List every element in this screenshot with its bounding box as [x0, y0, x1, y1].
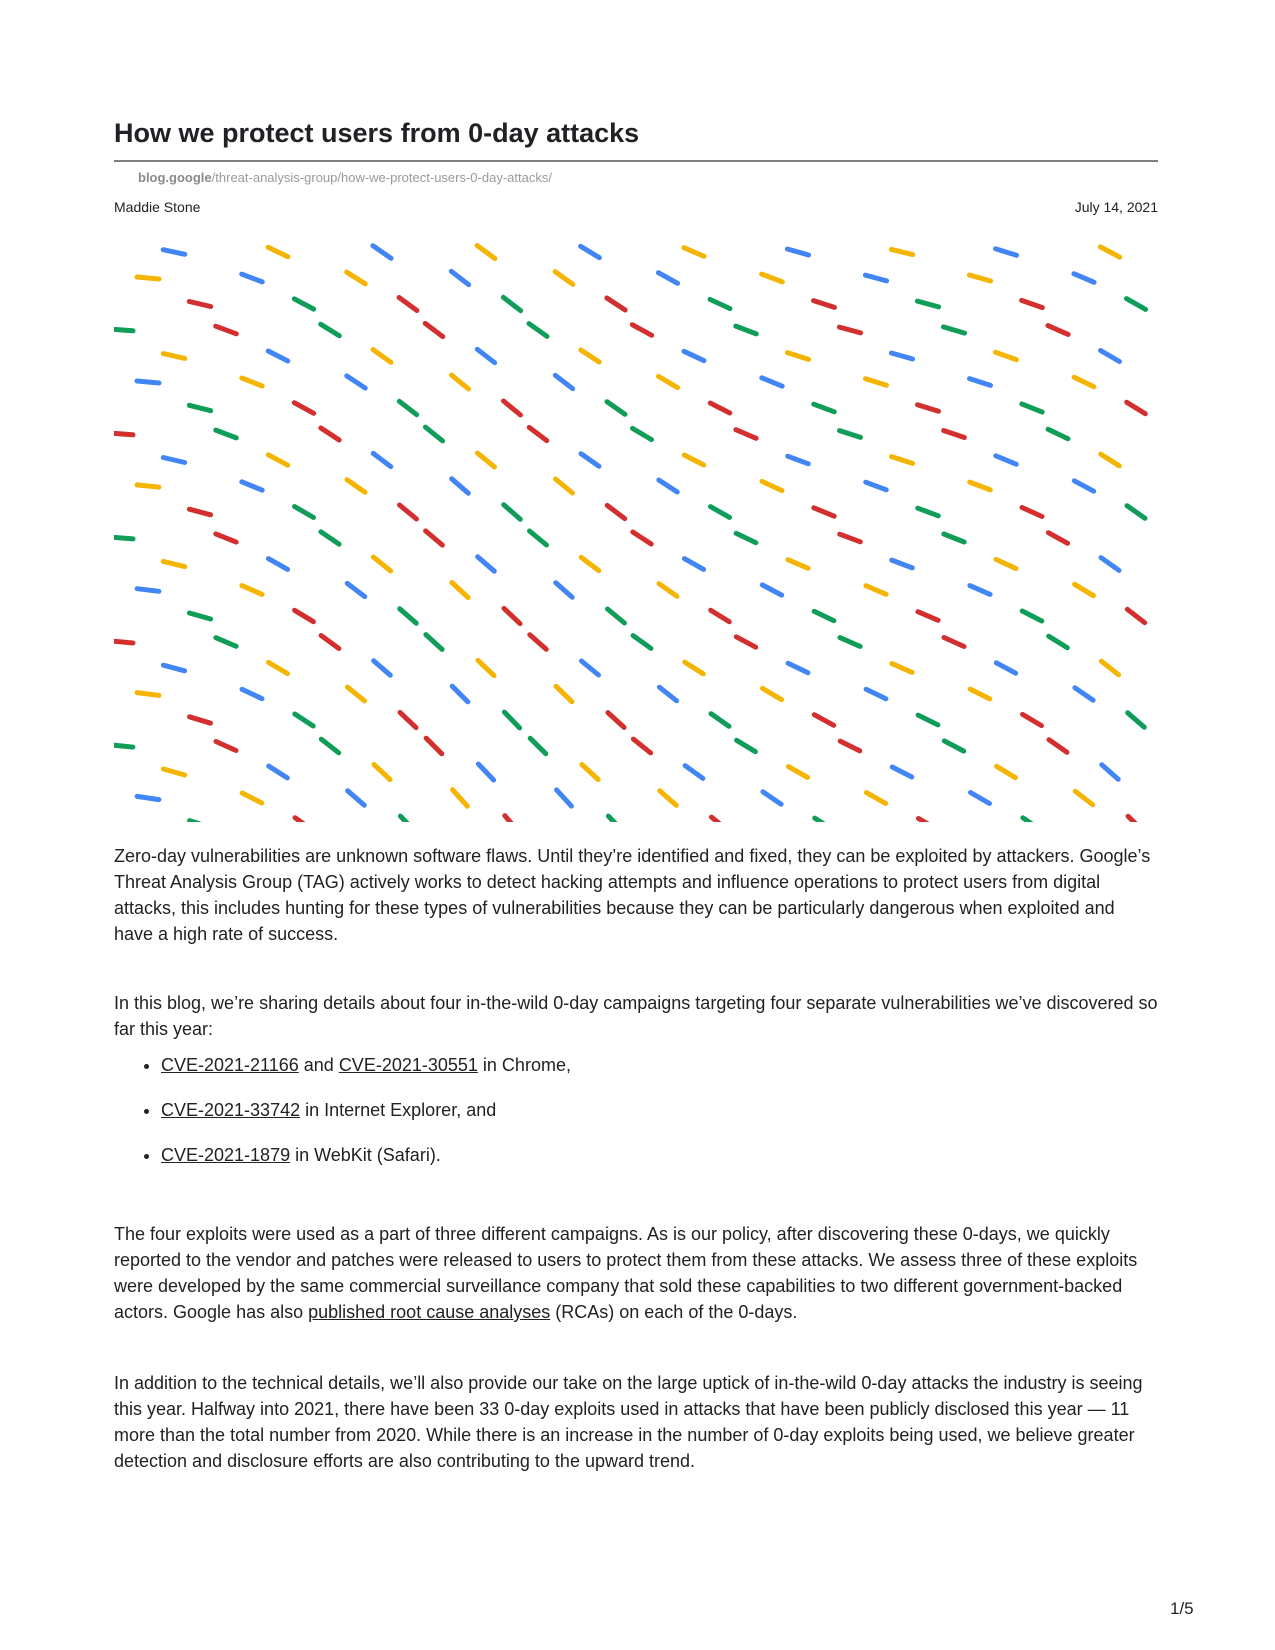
- paragraph-text: (RCAs) on each of the 0-days.: [550, 1302, 798, 1322]
- hero-dash: [451, 271, 468, 284]
- hero-dash: [295, 818, 313, 822]
- hero-dash: [399, 401, 416, 414]
- cve-2021-33742-link[interactable]: CVE-2021-33742: [161, 1100, 301, 1120]
- hero-dash: [917, 301, 938, 307]
- hero-dash: [711, 610, 730, 622]
- hero-dash: [892, 560, 913, 568]
- hero-dash: [582, 661, 599, 675]
- list-item-text: in Chrome,: [477, 1055, 571, 1075]
- list-item-text: in Internet Explorer, and: [300, 1100, 497, 1120]
- hero-dash: [762, 481, 782, 490]
- hero-dash: [321, 324, 340, 336]
- hero-dash: [268, 559, 287, 570]
- hero-dash: [660, 791, 676, 806]
- hero-dash: [1101, 558, 1119, 571]
- hero-dash: [684, 455, 704, 465]
- hero-dash: [918, 508, 939, 516]
- hero-dash: [970, 689, 990, 699]
- hero-dash: [425, 427, 442, 441]
- hero-dash: [268, 351, 288, 361]
- hero-dash: [866, 689, 886, 699]
- hero-dash: [607, 505, 625, 518]
- hero-dash: [736, 326, 757, 334]
- hero-dash: [814, 404, 835, 412]
- hero-dash: [426, 635, 442, 650]
- hero-dash: [294, 299, 313, 309]
- list-item: [161, 1142, 571, 1168]
- hero-dash: [892, 767, 912, 777]
- hero-dash: [711, 817, 728, 822]
- hero-dash: [114, 433, 133, 435]
- hero-image: [114, 236, 1158, 822]
- hero-dash: [840, 534, 861, 542]
- list-item: [161, 1097, 571, 1123]
- hero-dash: [608, 713, 624, 728]
- hero-dash: [762, 585, 781, 595]
- hero-dash: [114, 641, 133, 643]
- hero-dash: [684, 351, 704, 360]
- hero-dash: [294, 403, 313, 414]
- hero-dash: [918, 715, 938, 725]
- hero-dash: [919, 819, 938, 823]
- hero-dash: [866, 379, 887, 386]
- hero-dash: [189, 509, 210, 515]
- hero-dash: [556, 583, 572, 598]
- hero-dash: [295, 507, 314, 518]
- hero-dash: [163, 250, 185, 255]
- trend-paragraph: In addition to the technical details, we’ll also provide our take on the large uptick of in-the-wild 0-day attacks the industry is seeing this year. Halfway into 2021, there have been 33 0-day exploits used in attacks that have been publicly disclosed this year — 11 more than the total number from 2020. While there is an increase in the number of 0-day exploits being used, we believe greater detection and disclosure efforts are also contributing to the upward trend.: [114, 1373, 1143, 1471]
- hero-dash: [216, 534, 236, 542]
- hero-dash: [555, 272, 573, 285]
- hero-dash: [659, 584, 677, 597]
- cve-2021-30551-link[interactable]: CVE-2021-30551: [338, 1055, 478, 1075]
- hero-dash: [711, 714, 729, 727]
- hero-dash: [452, 375, 469, 389]
- page-number: 1/5: [1170, 1599, 1194, 1618]
- hero-dash: [996, 249, 1017, 256]
- hero-dash: [944, 741, 963, 751]
- hero-dash: [478, 557, 495, 571]
- hero-dash: [137, 381, 159, 383]
- hero-dash: [814, 508, 834, 516]
- hero-dash: [189, 302, 210, 307]
- article-date: July 14, 2021: [1074, 199, 1158, 215]
- url-domain: blog.google: [138, 170, 212, 185]
- hero-dash: [943, 327, 964, 333]
- hero-dash: [1101, 661, 1118, 675]
- hero-dash: [685, 766, 703, 779]
- hero-dash: [814, 611, 834, 620]
- hero-dash: [891, 249, 912, 254]
- hero-dash: [607, 298, 625, 310]
- hero-dash: [242, 274, 263, 282]
- hero-dash: [503, 297, 520, 310]
- hero-dash: [787, 249, 808, 255]
- hero-dash: [242, 793, 262, 803]
- hero-dash: [269, 662, 288, 673]
- hero-dash: [892, 457, 913, 464]
- hero-dash: [763, 688, 782, 699]
- hero-dash: [736, 430, 756, 439]
- hero-dash: [242, 586, 262, 595]
- hero-dash: [452, 583, 468, 598]
- hero-dash: [1074, 274, 1094, 283]
- hero-dash: [1048, 429, 1068, 439]
- hero-dash: [190, 821, 211, 822]
- hero-dash: [970, 482, 991, 490]
- hero-dash: [478, 764, 493, 780]
- hero-dash: [814, 715, 833, 726]
- hero-dash: [137, 589, 159, 592]
- hero-dash: [736, 533, 756, 542]
- hero-dash: [866, 482, 887, 490]
- hero-dash: [556, 686, 572, 701]
- hero-dash: [815, 818, 834, 822]
- hero-dash: [1074, 377, 1094, 387]
- hero-dash: [425, 323, 443, 336]
- hero-dash: [478, 660, 494, 675]
- hero-dash: [865, 275, 886, 281]
- hero-dash: [788, 767, 807, 778]
- hero-dash: [607, 402, 625, 415]
- hero-dash: [374, 661, 391, 675]
- hero-dash: [504, 608, 520, 623]
- hero-dash: [216, 430, 237, 438]
- hero-dash: [944, 638, 964, 647]
- hero-dash: [1101, 351, 1120, 362]
- hero-dash: [1048, 326, 1068, 335]
- hero-dash: [659, 480, 677, 492]
- hero-dash: [347, 480, 365, 493]
- hero-dash: [477, 349, 494, 362]
- hero-dash: [530, 635, 546, 650]
- hero-dash: [581, 557, 599, 570]
- hero-dash: [1022, 508, 1042, 517]
- hero-dash: [400, 712, 416, 727]
- hero-dash: [373, 350, 391, 363]
- list-item-text: and: [298, 1055, 339, 1075]
- hero-dash: [426, 531, 443, 545]
- hero-dash: [1074, 481, 1093, 491]
- hero-dash: [684, 248, 704, 257]
- hero-dash: [216, 326, 237, 334]
- hero-dash: [632, 325, 651, 336]
- hero-dash: [216, 742, 236, 751]
- hero-dash: [347, 272, 366, 284]
- hero-dash: [137, 485, 159, 487]
- hero-dash: [1127, 609, 1144, 622]
- hero-dash: [1128, 816, 1144, 822]
- hero-dash: [452, 686, 468, 702]
- hero-dash: [321, 636, 339, 649]
- cve-2021-21166-link[interactable]: CVE-2021-21166: [161, 1055, 299, 1075]
- hero-dash: [189, 405, 210, 410]
- hero-dash: [839, 327, 860, 333]
- url-path: /threat-analysis-group/how-we-protect-users-0-day-attacks/: [211, 170, 552, 185]
- hero-dash: [659, 687, 676, 701]
- hero-dash: [944, 534, 964, 542]
- hero-dash: [504, 401, 521, 415]
- hero-dash: [685, 662, 704, 674]
- hero-dash: [788, 456, 809, 464]
- hero-dash: [1128, 713, 1145, 727]
- hero-dash: [163, 458, 184, 463]
- hero-dash: [1126, 299, 1145, 310]
- hero-dash: [762, 274, 783, 282]
- hero-dash: [814, 301, 835, 308]
- hero-dash: [137, 693, 159, 696]
- hero-dash: [1101, 454, 1120, 466]
- hero-dash: [581, 350, 599, 362]
- exploits-paragraph: [114, 1221, 1158, 1325]
- cve-2021-1879-link[interactable]: CVE-2021-1879: [161, 1145, 291, 1165]
- hero-dash: [918, 405, 939, 412]
- hero-dash-pattern: [114, 236, 1158, 822]
- hero-dash: [557, 790, 572, 806]
- hero-dash: [1102, 765, 1118, 780]
- hero-dash: [762, 378, 782, 386]
- hero-dash: [788, 663, 808, 673]
- hero-dash: [190, 717, 211, 723]
- hero-dash: [1048, 533, 1067, 544]
- hero-dash: [137, 796, 159, 799]
- hero-dash: [1049, 636, 1068, 648]
- hero-dash: [242, 378, 262, 386]
- hero-dash: [710, 403, 730, 413]
- hero-dash: [477, 246, 495, 259]
- hero-dash: [581, 454, 599, 467]
- hero-dash: [892, 664, 912, 673]
- hero-dash: [918, 612, 938, 621]
- hero-dash: [321, 739, 338, 753]
- hero-dash: [969, 275, 990, 281]
- hero-dash: [268, 247, 288, 257]
- hero-dash: [633, 532, 651, 544]
- hero-dash: [736, 637, 755, 647]
- hero-dash: [840, 741, 860, 751]
- hero-dash: [400, 609, 417, 623]
- hero-dash: [996, 352, 1017, 359]
- hero-dash: [269, 766, 288, 778]
- hero-dash: [530, 738, 546, 753]
- hero-dash: [970, 379, 991, 386]
- hero-dash: [996, 559, 1016, 568]
- hero-dash: [114, 329, 133, 331]
- hero-dash: [529, 427, 547, 440]
- hero-dash: [347, 687, 364, 701]
- hero-dash: [555, 375, 572, 388]
- hero-dash: [737, 740, 756, 751]
- list-item-text: in WebKit (Safari).: [290, 1145, 441, 1165]
- hero-dash: [295, 610, 314, 621]
- hero-dash: [866, 793, 885, 804]
- hero-dash: [788, 560, 808, 569]
- hero-dash: [137, 277, 159, 279]
- hero-dash: [163, 561, 184, 566]
- hero-dash: [426, 738, 442, 754]
- hero-dash: [710, 299, 730, 308]
- hero-dash: [581, 246, 600, 257]
- hero-dash: [321, 532, 339, 544]
- hero-dash: [114, 745, 133, 747]
- hero-dash: [658, 273, 677, 284]
- hero-dash: [1075, 584, 1094, 595]
- hero-dash: [504, 712, 519, 728]
- hero-dash: [710, 507, 729, 518]
- hero-dash: [970, 586, 990, 595]
- title-divider: [114, 160, 1158, 162]
- hero-dash: [1022, 404, 1042, 412]
- hero-dash: [242, 689, 262, 698]
- hero-dash: [608, 816, 623, 822]
- hero-dash: [216, 638, 236, 647]
- hero-dash: [788, 353, 809, 360]
- hero-dash: [971, 793, 990, 804]
- hero-dash: [373, 453, 391, 466]
- hero-dash: [347, 376, 365, 388]
- hero-dash: [659, 376, 678, 387]
- hero-dash: [373, 246, 391, 259]
- hero-dash: [374, 765, 390, 780]
- hero-dash: [633, 428, 652, 439]
- hero-dash: [891, 353, 912, 359]
- hero-dash: [633, 636, 651, 649]
- hero-dash: [163, 354, 184, 359]
- hero-dash: [529, 324, 547, 337]
- hero-dash: [268, 455, 287, 465]
- hero-dash: [399, 298, 417, 311]
- hero-dash: [114, 537, 133, 539]
- article-author: Maddie Stone: [114, 199, 201, 215]
- hero-dash: [530, 531, 547, 545]
- hero-dash: [996, 663, 1015, 673]
- hero-dash: [1127, 402, 1146, 414]
- hero-dash: [1100, 247, 1119, 257]
- hero-dash: [505, 816, 519, 822]
- vulnerability-list: [114, 1052, 571, 1187]
- campaigns-paragraph: In this blog, we’re sharing details about four in-the-wild 0-day campaigns targeting four separate vulnerabilities we’ve discovered so far this year:: [114, 993, 1158, 1039]
- hero-dash: [347, 583, 365, 596]
- hero-dash: [1022, 300, 1043, 307]
- article-title: How we protect users from 0-day attacks: [114, 118, 640, 148]
- root-cause-analyses-link[interactable]: published root cause analyses: [308, 1302, 551, 1322]
- hero-dash: [453, 790, 468, 806]
- hero-dash: [1049, 740, 1067, 753]
- hero-dash: [163, 665, 184, 671]
- hero-dash: [1022, 611, 1042, 621]
- hero-dash: [1075, 791, 1092, 804]
- hero-dash: [478, 453, 495, 467]
- hero-dash: [348, 791, 365, 805]
- hero-dash: [763, 792, 781, 804]
- hero-dash: [944, 431, 965, 438]
- hero-dash: [504, 505, 521, 520]
- list-item: [161, 1052, 571, 1078]
- hero-dash: [163, 769, 184, 775]
- hero-dash: [295, 714, 313, 726]
- hero-dash: [633, 739, 650, 753]
- hero-dash: [321, 428, 339, 440]
- hero-dash: [1023, 818, 1041, 822]
- paragraph-text: The four exploits were used as a part of three different campaigns. As is our policy, after discovering these 0-days, we quickly reported to the vendor and patches were released to users to protect them from these attacks. We assess three of these exploits were developed by the same commercial surveillance company that sold these capabilities to two different government-backed actors. Google has also: [114, 1224, 1138, 1322]
- hero-dash: [556, 479, 573, 493]
- hero-dash: [452, 479, 469, 493]
- hero-dash: [1023, 714, 1042, 725]
- hero-dash: [997, 766, 1016, 777]
- hero-dash: [840, 638, 860, 647]
- hero-dash: [608, 609, 625, 623]
- hero-dash: [996, 456, 1016, 464]
- hero-dash: [582, 765, 598, 780]
- hero-dash: [840, 431, 861, 438]
- hero-dash: [684, 559, 703, 570]
- hero-dash: [866, 586, 886, 595]
- article-url[interactable]: [138, 170, 552, 185]
- hero-dash: [189, 613, 210, 619]
- hero-dash: [242, 482, 262, 490]
- hero-dash: [400, 816, 415, 822]
- hero-dash: [1127, 506, 1145, 519]
- hero-dash: [1075, 688, 1093, 700]
- hero-dash: [373, 557, 390, 571]
- intro-paragraph: Zero-day vulnerabilities are unknown software flaws. Until they’re identified and fixed, they can be exploited by attackers. Google’s Threat Analysis Group (TAG) actively works to detect hacking attempts and influence operations to protect users from digital attacks, this includes hunting for these types of vulnerabilities because they can be particularly dangerous when exploited and have a high rate of success.: [114, 846, 1151, 944]
- hero-dash: [400, 505, 417, 519]
